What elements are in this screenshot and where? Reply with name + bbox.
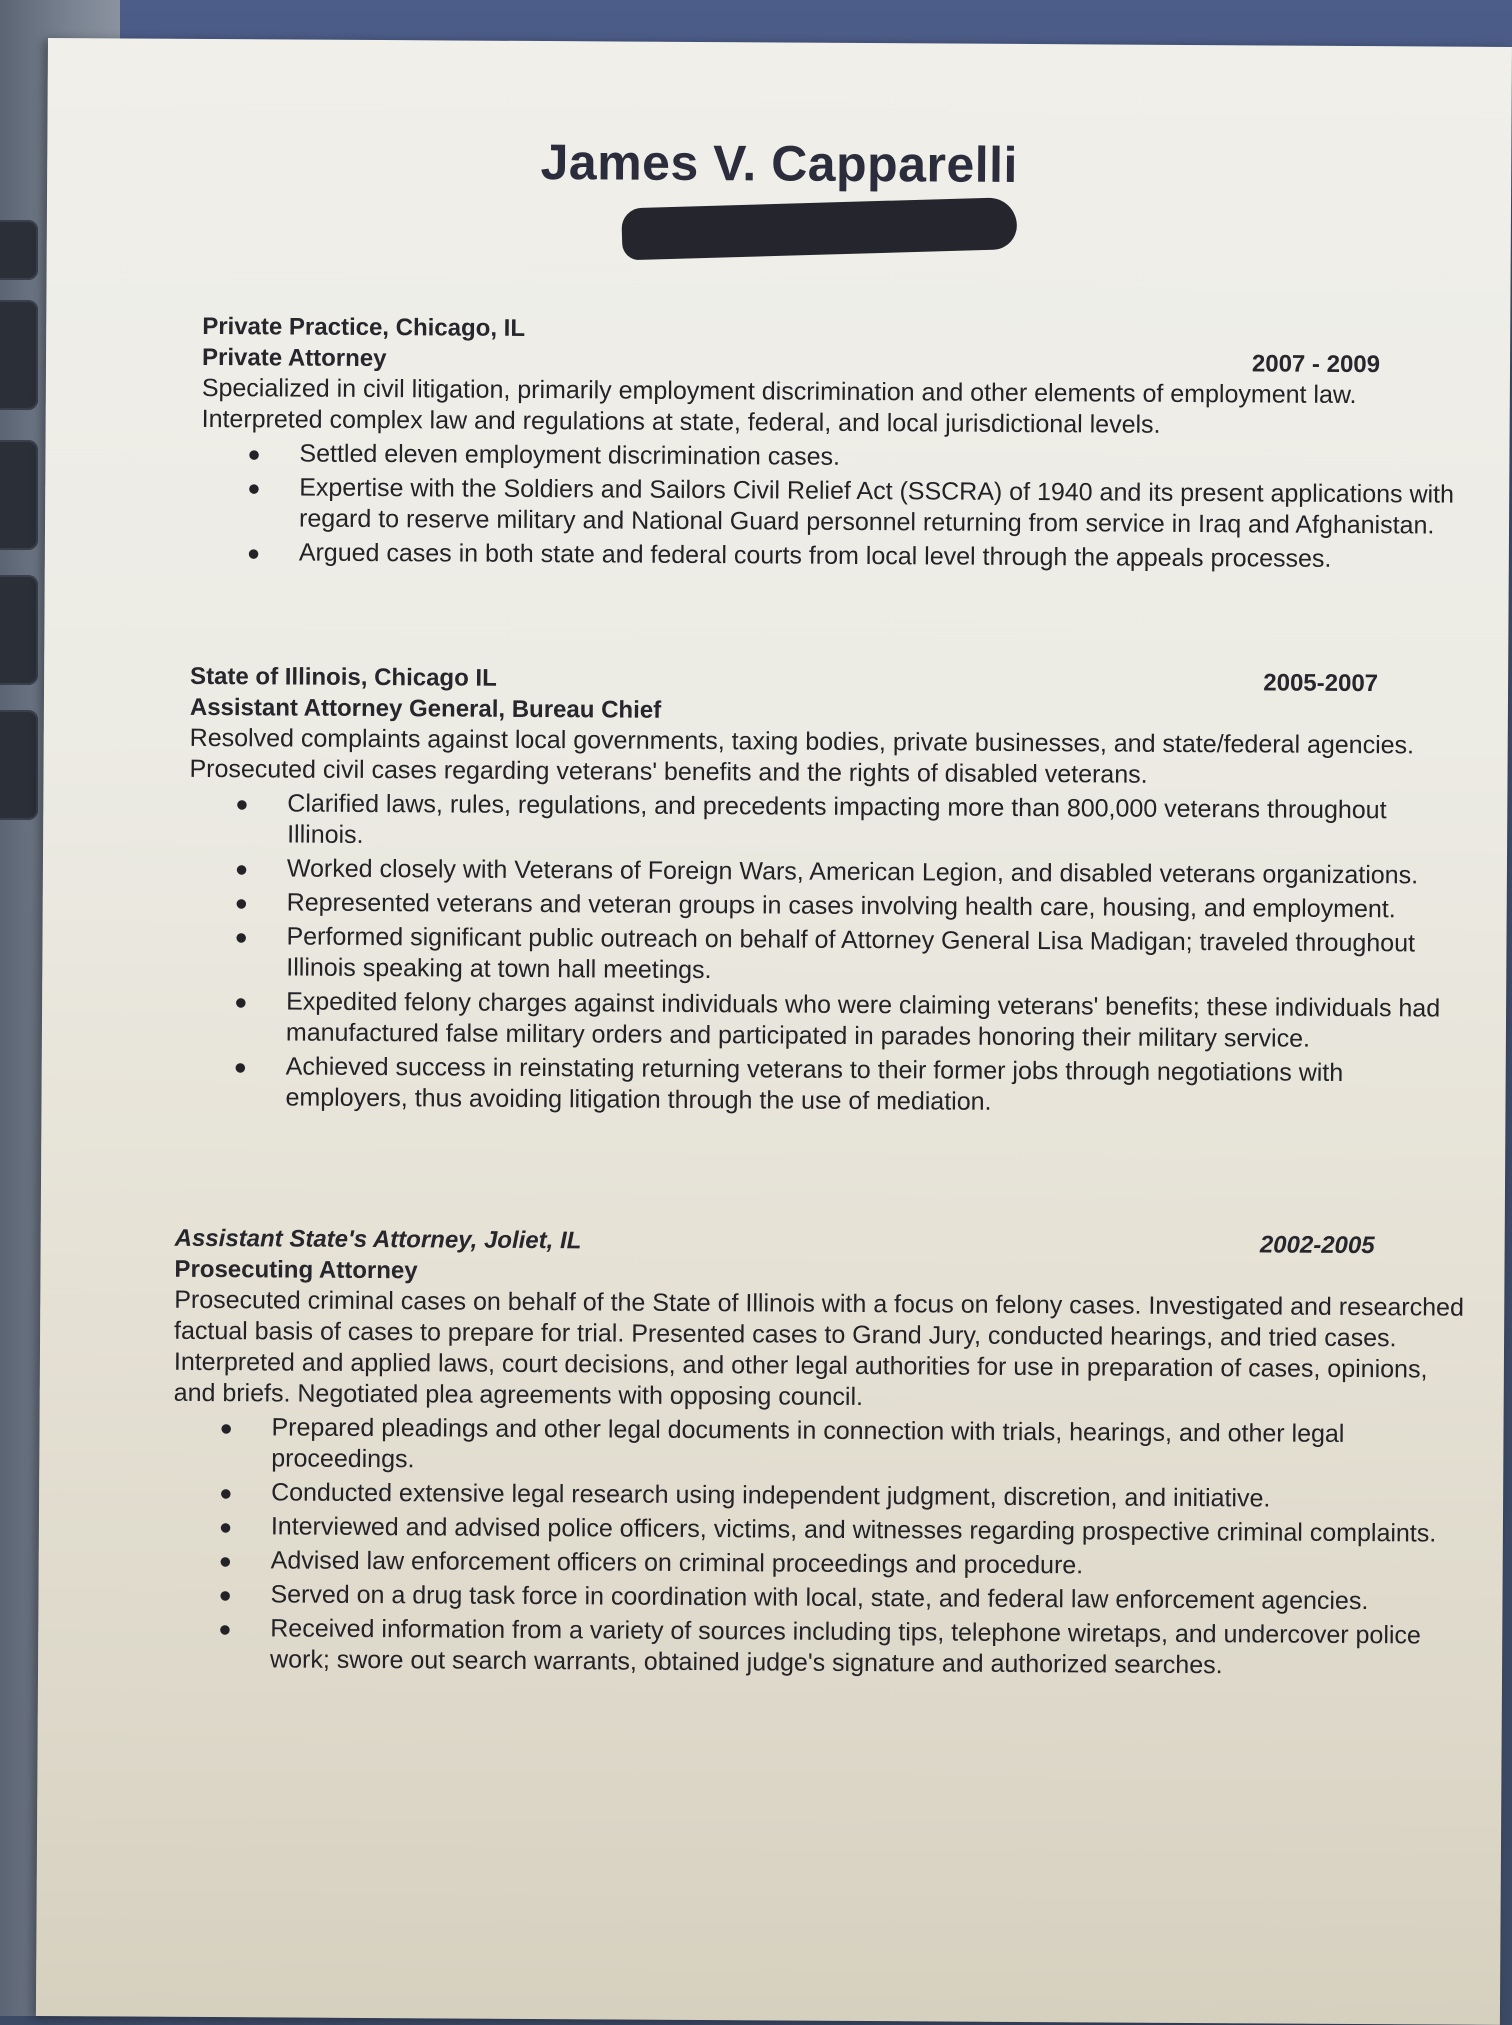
list-item: ● Served on a drug task force in coordination with local, state, and federal law enforcement agencies. — [218, 1580, 1369, 1616]
list-item: ● Achieved success in reinstating returning veterans to their former jobs through negotiations with employers, thus avoiding litigation through the use of mediation. — [233, 1052, 1344, 1116]
list-item: ● Represented veterans and veteran groups in cases involving health care, housing, and employment. — [234, 888, 1396, 924]
experience-entry — [187, 661, 1468, 1123]
organization: State of Illinois, Chicago IL — [190, 662, 497, 692]
bullet-icon: ● — [246, 540, 261, 566]
keyboard-key — [0, 710, 38, 820]
list-item: ● Settled eleven employment discrimination cases. — [247, 439, 841, 471]
resume-page — [36, 38, 1512, 2025]
organization: Assistant State's Attorney, Joliet, IL — [174, 1224, 582, 1255]
list-item: ● Conducted extensive legal research using independent judgment, discretion, and initiative. — [219, 1478, 1271, 1513]
experience-entry — [172, 1223, 1465, 1685]
list-item: ● Clarified laws, rules, regulations, and precedents impacting more than 800,000 veterans throughout Illinois. — [235, 789, 1387, 849]
list-item: ● Argued cases in both state and federal courts from local level through the appeals processes. — [246, 538, 1332, 573]
job-summary: Prosecuted criminal cases on behalf of the State of Illinois with a focus on felony cases. Investigated and researched factual basis of cases to prepare for trial. Presented cases to Grand Jury, conducted hearings, and tried cases. Interpreted and applied laws, court decisions, and other legal authorities for use in preparation of cases, opinions, and briefs. Negotiated plea agreements with opposing council. — [173, 1285, 1464, 1412]
job-title: Assistant Attorney General, Bureau Chief — [189, 693, 662, 724]
bullet-icon: ● — [218, 1616, 232, 1642]
keyboard-key — [0, 575, 38, 685]
bullet-icon: ● — [247, 475, 261, 501]
list-item: ● Prepared pleadings and other legal documents in connection with trials, hearings, and other legal proceedings. — [219, 1413, 1345, 1474]
bullet-icon: ● — [218, 1548, 233, 1574]
keyboard-key — [0, 440, 38, 550]
bullet-icon: ● — [218, 1514, 233, 1540]
job-dates: 2007 - 2009 — [1251, 350, 1381, 379]
bullet-icon: ● — [247, 441, 261, 467]
bullet-icon: ● — [235, 791, 249, 817]
keyboard-key — [0, 220, 38, 280]
bullet-icon: ● — [218, 1582, 232, 1608]
list-item: ● Interviewed and advised police officers, victims, and witnesses regarding prospective criminal complaints. — [218, 1512, 1437, 1548]
redacted-contact-info — [621, 197, 1017, 260]
resume-name: James V. Capparelli — [540, 134, 1019, 193]
bullet-icon: ● — [233, 1054, 248, 1080]
bullet-icon: ● — [234, 989, 248, 1015]
job-bullet-list — [201, 438, 1470, 576]
job-title: Prosecuting Attorney — [174, 1255, 418, 1285]
list-item: ● Advised law enforcement officers on criminal proceedings and procedure. — [218, 1546, 1084, 1580]
bullet-icon: ● — [219, 1415, 233, 1441]
keyboard-key — [0, 300, 38, 410]
bullet-icon: ● — [219, 1480, 233, 1506]
bullet-icon: ● — [234, 856, 249, 882]
bullet-icon: ● — [234, 890, 249, 916]
organization: Private Practice, Chicago, IL — [202, 312, 526, 342]
bullet-icon: ● — [234, 924, 248, 950]
job-dates: 2002-2005 — [1259, 1231, 1375, 1260]
list-item: ● Worked closely with Veterans of Foreign Wars, American Legion, and disabled veterans organizations. — [234, 854, 1419, 890]
list-item: ● Received information from a variety of sources including tips, telephone wiretaps, and undercover police work; swore out search warrants, obtained judge's signature and authorized searches. — [218, 1614, 1421, 1680]
experience-entry — [201, 311, 1471, 578]
list-item: ● Expedited felony charges against individuals who were claiming veterans' benefits; these individuals had manufactured false military orders and participated in parades honoring their military service. — [234, 987, 1441, 1053]
job-dates: 2005-2007 — [1263, 669, 1379, 698]
job-bullet-list — [172, 1412, 1464, 1683]
job-title: Private Attorney — [201, 343, 387, 373]
list-item: ● Expertise with the Soldiers and Sailors Civil Relief Act (SSCRA) of 1940 and its present applications with regard to reserve military and National Guard personnel returning from service in Iraq and Afghanistan. — [247, 473, 1455, 540]
job-summary: Specialized in civil litigation, primarily employment discrimination and other elements of employment law. Interpreted complex law and regulations at state, federal, and local jurisdictional levels. — [201, 373, 1357, 439]
job-bullet-list — [187, 788, 1467, 1121]
job-summary: Resolved complaints against local governments, taxing bodies, private businesses, and state/federal agencies. Prosecuted civil cases regarding veterans' benefits and the rights of disabled veterans. — [189, 723, 1415, 789]
list-item: ● Performed significant public outreach on behalf of Attorney General Lisa Madigan; traveled throughout Illinois speaking at town hall meetings. — [234, 922, 1416, 985]
